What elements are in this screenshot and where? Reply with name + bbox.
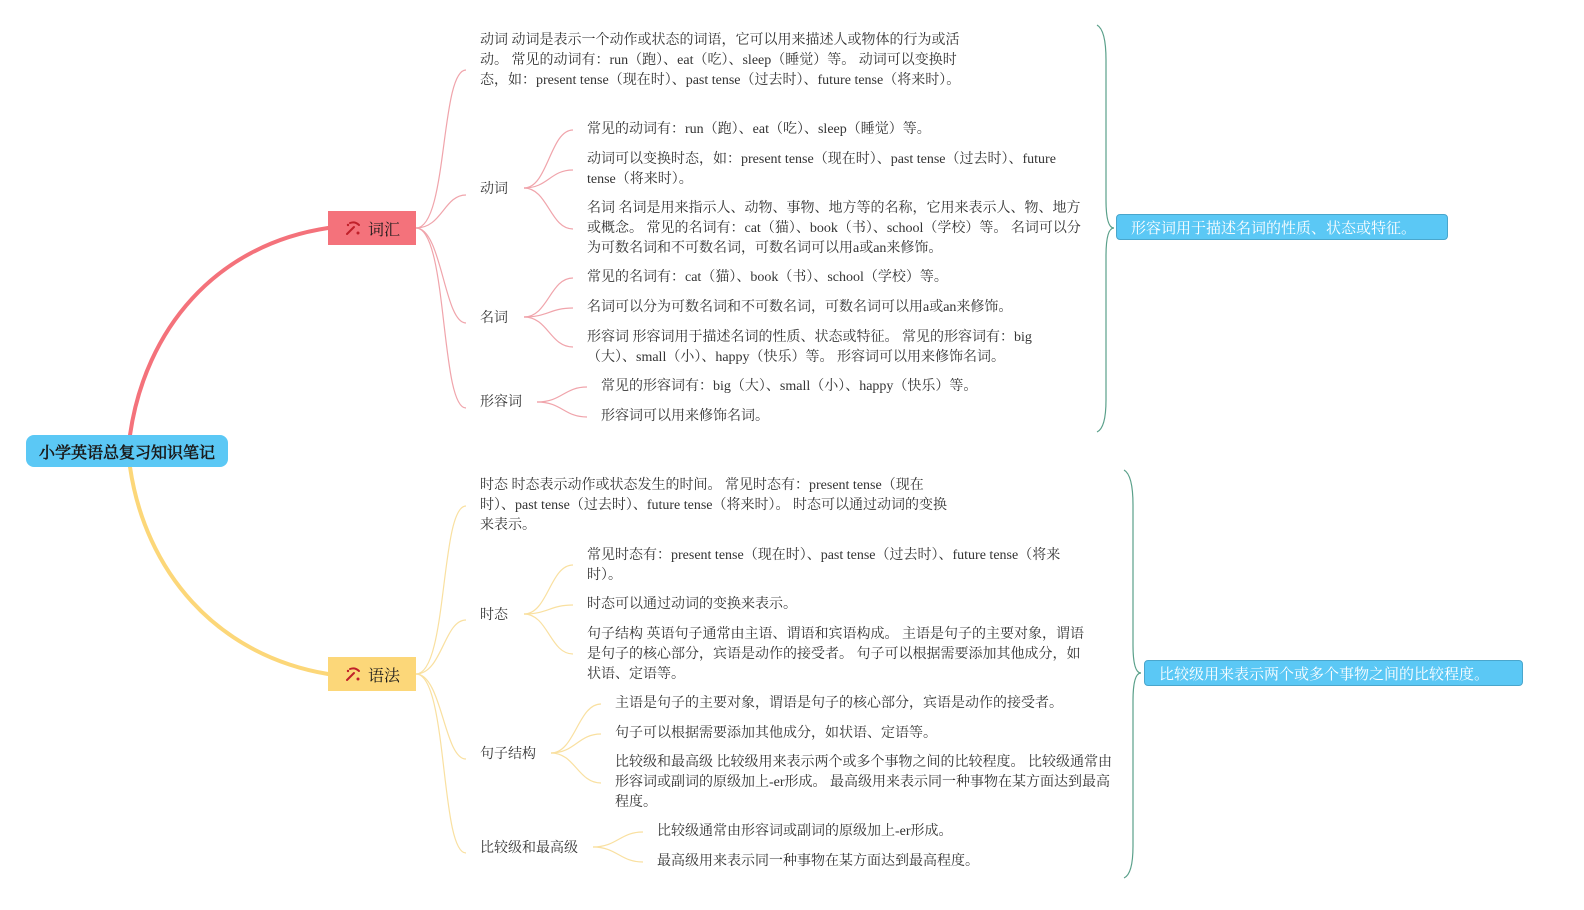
subtopic-adjective[interactable]: 形容词 — [480, 394, 522, 410]
noun-item-1[interactable]: 常见的名词有：cat（猫）、book（书）、school（学校）等。 — [587, 270, 948, 285]
subtopic-sentence-structure[interactable]: 句子结构 — [480, 746, 536, 762]
vocab-summary-bracket — [1097, 25, 1114, 432]
adjective-item-2[interactable]: 形容词可以用来修饰名词。 — [601, 409, 769, 424]
root-title: 小学英语总复习知识笔记 — [38, 442, 215, 462]
subtopic-tense[interactable]: 时态 — [480, 607, 508, 623]
subtopic-noun[interactable]: 名词 — [480, 310, 508, 326]
tense-item-2[interactable]: 时态可以通过动词的变换来表示。 — [587, 597, 797, 612]
root-node[interactable] — [26, 435, 228, 467]
branch-label: 语法 — [367, 665, 400, 685]
sentence-item-2[interactable]: 句子可以根据需要添加其他成分，如状语、定语等。 — [615, 726, 937, 741]
grammar-overview-node[interactable]: 时态 时态表示动作或状态发生的时间。 常见时态有：present tense（现在时）、past tense（过去时）、future tense（将来时）。 时态可以通过动词的变换来表示。 — [480, 478, 948, 533]
vocab-connectors — [416, 70, 587, 417]
branch-grammar[interactable] — [328, 657, 416, 691]
branch-vocabulary[interactable] — [328, 211, 416, 245]
summary-text: 比较级用来表示两个或多个事物之间的比较程度。 — [1159, 664, 1490, 683]
pickaxe-icon — [344, 665, 362, 683]
branch-label: 词汇 — [367, 219, 400, 239]
tense-item-3[interactable]: 句子结构 英语句子通常由主语、谓语和宾语构成。 主语是句子的主要对象，谓语是句子的核心部分，宾语是动作的接受者。 句子可以根据需要添加其他成分，如状语、定语等。 — [587, 627, 1084, 682]
pickaxe-icon — [344, 219, 362, 237]
root-to-grammar-connector — [130, 467, 328, 674]
vocab-summary-box[interactable] — [1116, 214, 1448, 240]
tense-item-1[interactable]: 常见时态有：present tense（现在时）、past tense（过去时）、future tense（将来时）。 — [587, 548, 1061, 583]
noun-item-3[interactable]: 形容词 形容词用于描述名词的性质、状态或特征。 常见的形容词有：big（大）、small（小）、happy（快乐）等。 形容词可以用来修饰名词。 — [587, 330, 1032, 365]
adjective-item-1[interactable]: 常见的形容词有：big（大）、small（小）、happy（快乐）等。 — [601, 379, 978, 394]
grammar-summary-box[interactable] — [1144, 660, 1523, 686]
root-to-vocab-connector — [130, 228, 328, 435]
verb-item-2[interactable]: 动词可以变换时态，如：present tense（现在时）、past tense（过去时）、future tense（将来时）。 — [587, 152, 1056, 187]
grammar-summary-bracket — [1124, 470, 1141, 878]
subtopic-verb[interactable]: 动词 — [480, 181, 508, 197]
noun-item-2[interactable]: 名词可以分为可数名词和不可数名词，可数名词可以用a或an来修饰。 — [587, 300, 1013, 315]
verb-item-1[interactable]: 常见的动词有：run（跑）、eat（吃）、sleep（睡觉）等。 — [587, 122, 931, 137]
comparative-item-2[interactable]: 最高级用来表示同一种事物在某方面达到最高程度。 — [657, 854, 979, 869]
summary-text: 形容词用于描述名词的性质、状态或特征。 — [1131, 218, 1417, 237]
sentence-item-1[interactable]: 主语是句子的主要对象，谓语是句子的核心部分，宾语是动作的接受者。 — [615, 696, 1063, 711]
subtopic-comparative-superlative[interactable]: 比较级和最高级 — [480, 840, 578, 856]
vocab-overview-node[interactable]: 动词 动词是表示一个动作或状态的词语，它可以用来描述人或物体的行为或活动。 常见的动词有：run（跑）、eat（吃）、sleep（睡觉）等。 动词可以变换时态，如：present tense（现在时）、past tense（过去时）、future tense（将来时）。 — [480, 33, 961, 88]
comparative-item-1[interactable]: 比较级通常由形容词或副词的原级加上-er形成。 — [657, 824, 953, 839]
sentence-item-3[interactable]: 比较级和最高级 比较级用来表示两个或多个事物之间的比较程度。 比较级通常由形容词或副词的原级加上-er形成。 最高级用来表示同一种事物在某方面达到最高程度。 — [615, 755, 1112, 810]
verb-item-3[interactable]: 名词 名词是用来指示人、动物、事物、地方等的名称，它用来表示人、物、地方或概念。 常见的名词有：cat（猫）、book（书）、school（学校）等。 名词可以分为可数名词和不可数名词，可数名词可以用a或an来修饰。 — [587, 201, 1081, 256]
